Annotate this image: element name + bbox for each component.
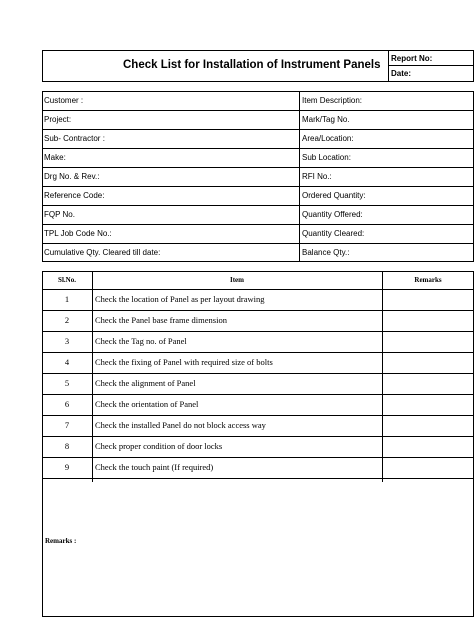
title-divider — [388, 50, 389, 82]
info-grid-divider — [299, 91, 300, 262]
item-header: Item — [230, 276, 244, 284]
checklist-item: Check the Panel base frame dimension — [95, 315, 227, 325]
checklist-item: Check the alignment of Panel — [95, 378, 196, 388]
checklist-remarks-cell[interactable] — [383, 332, 473, 352]
info-left-field: Make: — [44, 153, 66, 162]
info-row-line — [42, 205, 474, 206]
title-split-line — [388, 65, 474, 66]
checklist-sl-no: 4 — [64, 357, 70, 367]
info-right-field: Mark/Tag No. — [302, 115, 350, 124]
info-row-line — [42, 243, 474, 244]
checklist-remarks-cell[interactable] — [383, 395, 473, 415]
info-left-field: TPL Job Code No.: — [44, 229, 112, 238]
checklist-item: Check the orientation of Panel — [95, 399, 199, 409]
checklist-item: Check the Tag no. of Panel — [95, 336, 187, 346]
sl-column-divider — [92, 271, 93, 482]
info-left-field: Project: — [44, 115, 72, 124]
info-left-field: Sub- Contractor : — [44, 134, 105, 143]
checklist-remarks-cell[interactable] — [383, 311, 473, 331]
info-right-field: Item Description: — [302, 96, 363, 105]
info-left-field: Reference Code: — [44, 191, 105, 200]
remarks-header: Remarks — [414, 276, 442, 284]
checklist-item: Check the location of Panel as per layout drawing — [95, 294, 265, 304]
info-right-field: Area/Location: — [302, 134, 354, 143]
checklist-remarks-cell[interactable] — [383, 458, 473, 478]
checklist-remarks-cell[interactable] — [383, 290, 473, 310]
info-row-line — [42, 167, 474, 168]
info-row-line — [42, 110, 474, 111]
checklist-sl-no: 3 — [64, 336, 70, 346]
info-left-field: Drg No. & Rev.: — [44, 172, 100, 181]
checklist-sl-no: 6 — [64, 399, 70, 409]
info-row-line — [42, 224, 474, 225]
checklist-row-line — [42, 478, 474, 479]
info-row-line — [42, 186, 474, 187]
checklist-item: Check the touch paint (If required) — [95, 462, 214, 472]
info-right-field: Quantity Offered: — [302, 210, 363, 219]
checklist-item: Check the fixing of Panel with required size of bolts — [95, 357, 273, 367]
checklist-item: Check the installed Panel do not block access way — [95, 420, 266, 430]
info-right-field: Ordered Quantity: — [302, 191, 366, 200]
info-right-field: Quantity Cleared: — [302, 229, 365, 238]
info-right-field: RFI No.: — [302, 172, 332, 181]
info-row-line — [42, 148, 474, 149]
info-right-field: Balance Qty.: — [302, 248, 350, 257]
checklist-remarks-cell[interactable] — [383, 416, 473, 436]
report-no-label: Report No: — [391, 54, 433, 63]
remarks-footer-label: Remarks : — [45, 537, 77, 545]
checklist-remarks-cell[interactable] — [383, 437, 473, 457]
date-label: Date: — [391, 69, 412, 78]
form-title: Check List for Installation of Instrument Panels — [123, 59, 381, 71]
checklist-item: Check proper condition of door locks — [95, 441, 223, 451]
info-right-field: Sub Location: — [302, 153, 351, 162]
sl-no-header: Sl.No. — [58, 276, 76, 284]
info-row-line — [42, 129, 474, 130]
checklist-remarks-cell[interactable] — [383, 374, 473, 394]
info-left-field: Cumulative Qty. Cleared till date: — [44, 248, 161, 257]
checklist-sl-no: 9 — [64, 462, 70, 472]
checklist-sl-no: 7 — [64, 420, 70, 430]
info-left-field: FQP No. — [44, 210, 75, 219]
checklist-sl-no: 1 — [64, 294, 70, 304]
info-left-field: Customer : — [44, 96, 84, 105]
checklist-sl-no: 2 — [64, 315, 70, 325]
checklist-sl-no: 5 — [64, 378, 70, 388]
checklist-remarks-cell[interactable] — [383, 353, 473, 373]
checklist-sl-no: 8 — [64, 441, 70, 451]
